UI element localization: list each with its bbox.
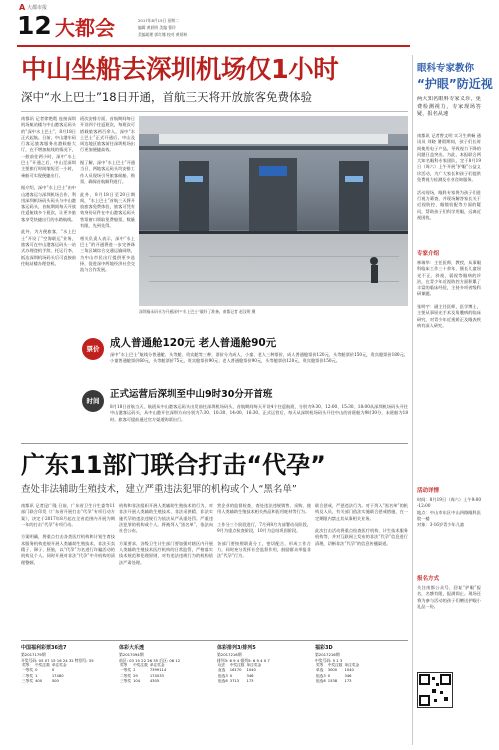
logo-letter: A [19, 3, 26, 12]
time-badge-label: 时间 [86, 397, 100, 405]
story2-subhead: 查处非法辅助生殖技术，建立严重违法犯罪的机构或个人“黑名单” [21, 484, 297, 495]
lottery-table [217, 663, 262, 684]
time-body: 8月18日首航当天，航班从中山港客运码头出发前往深圳机场码头，首航期间每天开设4个往返航班，分别为9:30、12:00、15:30、18:00从深圳机场码头开往中山港客运码头，从中山港开往深圳方向分别为7:30、10:30、14:00、16:30。正式运营后，每天从深圳机场码头开往中山的首班船为9时30分，末班船为18时。旅客可提前通过官方渠道购票出行。 [110, 404, 408, 422]
table-row: 奖等 中奖注数 单注奖金 [22, 663, 67, 668]
terminal-photo [139, 116, 408, 306]
lottery-title: 福彩3D [315, 645, 333, 651]
story1-headline: 中山坐船去深圳机场仅1小时 [21, 55, 339, 85]
table-row: 组选6 1538 173 [316, 679, 352, 684]
table-row: 二等奖 1 17480 [22, 673, 64, 678]
table-row: 直选 16170 1040 [218, 668, 256, 673]
fare-body: 深中“水上巴士”航线分普通舱、头等舱、贵宾舱等三种，票价分为成人、小童、老人三种票价，成人普通舱票价120元，头等舱票价150元，贵宾舱票价180元；小童普通舱票价60元，头等舱票价75元，贵宾舱票价90元；老人普通舱票价90元，头等舱票价120元，贵宾舱票价150元。 [110, 352, 408, 364]
sidebar-body: 南都讯 记者曾文明 实习生黄畅 通讯员 刘晓 暑假期间，孩子们长时间使用电子产品，导致视力下降的问题日益突出。为此，本报联合两大知名眼科专家团队，定于8月19日（周六）上午开展“护眼”公益义诊活动，为广大家长和孩子们提供免费视力检测及专业咨询服务。 活动现场，眼科专家将为孩子们进行视力筛查，并现场解答家长关于近视防控、眼镜验配等方面的疑问，帮助孩子们科学用眼，远离近视困扰。 [417, 133, 481, 220]
lottery-numbers: 排列3: 6 9 4 排列5: 6 9 4 0 7 [217, 657, 270, 663]
section-name: 大都会 [55, 16, 115, 40]
lottery-title: 体彩大乐透 [119, 645, 145, 651]
story2-body-col4: 联合惩戒，严惩违法行为。对于列入“黑名单”的机构及人员，有关部门依法实施联合惩戒措施，在一定期限内禁止其从事相关业务。 此次打击活动将重点检查医疗机构、计生技术服务机构等，并对互联网上发布的非法“代孕”信息进行清理，切断非法“代孕”的信息传播渠道。 [315, 503, 408, 546]
photo-caption: 深圳福永码头为开通深中“水上巴士”做好了准备。南都记者 赵汉明 摄 [139, 309, 256, 314]
table-row: 单选 3000 1040 [316, 668, 354, 673]
lottery-table [21, 663, 68, 684]
table-row: 玩法 中奖注数 单注奖金 [218, 663, 262, 668]
experts-title: 专家介绍 [417, 251, 440, 257]
story2-body-col2: 机构和非法组织开展人类辅助生殖技术的行为，对非法开展人类辅助生殖技术、非法采供精、非法实施代孕的违法违规行为依法从严从重处罚。严重违法犯罪的机构或个人，将被列入“黑名单”，依法向社会公布。 方案要求，各级卫生计生部门要加强对辖区内开展人类辅助生殖技术医疗机构的日常监管，严格落实技术规范和伦理原则，对有违法违规行为的机构依法严肃处理。 [119, 503, 213, 565]
lottery-box-4 [315, 644, 408, 684]
fare-badge-label: 票价 [86, 345, 100, 353]
lottery-table [315, 663, 360, 684]
table-row: 三等奖 400 500 [22, 679, 59, 684]
time-title: 正式运营后深圳至中山9时30分开首班 [110, 389, 273, 400]
sidebar-subhead: 两大知名眼科专家义诊，免费检测视力，专家现场答疑，报名从速 [417, 96, 481, 117]
lottery-numbers: 前区: 03 15 22 26 35 后区: 06 12 [119, 657, 181, 663]
table-row: 组选6 3713 173 [218, 679, 254, 684]
lottery-numbers: 中奖号码: 5 1 3 [315, 657, 343, 663]
fare-badge [82, 338, 104, 360]
table-row: 奖等 中奖注数 单注奖金 [120, 663, 165, 668]
sidebar-headline: “护眼”防近视 [417, 77, 493, 91]
sidebar-kicker: 眼科专家教你 [417, 63, 475, 74]
table-row: 二等奖 29 174533 [120, 673, 164, 678]
table-row: 组选3 0 346 [316, 673, 352, 678]
lottery-title: 体彩排列3/排列5 [217, 645, 256, 651]
story1-subhead: 深中“水上巴士”18日开通，首航三天将开放旅客免费体验 [21, 90, 313, 104]
activity-title: 活动详情 [417, 488, 440, 494]
table-row: 组选3 0 346 [218, 673, 254, 678]
qr-code-icon [417, 672, 453, 708]
signup-body: 关注南都公众号，回复“护眼”报名，名额有限，报满即止。现场还将为参与活动的孩子们赠送护眼小礼品一份。 [417, 585, 481, 609]
lottery-issue: 第2017216期 [217, 652, 242, 657]
signup-title: 报名方式 [417, 576, 440, 582]
lottery-issue: 第2017216期 [315, 652, 340, 657]
lottery-table [119, 663, 167, 684]
activity-body: 时间：8月19日（周六）上午9:00-12:00 地点：中山市东区中山四路眼科医院一楼 对象：3-16岁青少年儿童 [417, 497, 481, 528]
lottery-box-2 [119, 644, 213, 684]
table-row: 奖等 中奖注数 单注奖金 [316, 663, 360, 668]
lottery-issue: 第2017094期 [119, 652, 144, 657]
table-row: 一等奖 0 0 [22, 668, 55, 673]
lottery-box-1 [21, 644, 115, 684]
lottery-numbers: 开奖号码: 05 07 15 16 24 32 特别号: 35 [21, 657, 94, 663]
lottery-title: 中国福利彩票36选7 [21, 645, 67, 651]
story1-body-col2: 班次安排方面，首航期间每日开设四个往返班次，每班次可搭载旅客两百余人。深中“水上巴士”正式开通后，中山及周边地区旅客前往深圳机场出行更加便捷高效。 据了解，深中“水上巴士”开通当日，两地客运码头均安排工作人员现场引导旅客候船、购票，确保首航顺利进行。 此外，8月18日至20日期间，“水上巴士”首航三天将开放旅客免费体验，旅客可凭有效身份证件在中山港客运码头售票窗口领取免费船票，数量有限，先到先得。 相关负责人表示，深中“水上巴士”的开通将进一步完善珠三角区域综合交通运输网络，为中山市民出行提供更多选择，促进深中两地经济社会交流与合作发展。 [80, 116, 135, 273]
story1-body-col1: 南都讯 记者徐艳霞 连接深圳机场航站楼与中山港客运码头的“深中水上巴士”，8月18日正式起航。日前，中山港车码行客运旅客服务出港候船大厅，在不增加航线的情况下，一般前往两小时，深中“水上巴士”开通之后，中山至深圳主要旅行时间缩短至一小时，乘船可实现便捷出行。 据介绍，深中“水上巴士”由中山港客运与深圳机场合作，利用深圳机场码头码头与中山港客运码头，首航期间每天开放往返航线多个班次，让更多旅客享受快捷出行的水路航线。 此外，为方便旅客，“水上巴士”开设了“空海联运”业务，旅客可在中山港客运码头一站式办理登机手续、托运行李，抵达深圳机场码头后可直接前往航站楼办理登机。 [21, 116, 76, 266]
lottery-issue: 第2017179期 [21, 652, 46, 657]
date-line: 2017年8月15日 星期二 [138, 18, 179, 23]
fare-title: 成人普通舱120元 老人普通舱90元 [110, 337, 277, 349]
lottery-strip [21, 644, 408, 744]
proof-line: 美编助理 郭红娜 校对 黄炳林 [138, 32, 188, 37]
page-number: 12 [17, 11, 52, 40]
table-row: 三等奖 104 4305 [120, 679, 160, 684]
editor-line: 编辑 黄跃明 美编 曹玲 [138, 25, 176, 30]
lottery-box-3 [217, 644, 311, 684]
story2-headline: 广东11部门联合打击“代孕” [21, 451, 326, 479]
story2-body-col1: 南都讯 记者昆广隆 日前，广东省卫生计生委等11部门联合印发《广东省开展打击“代孕”专项行动方案》，决定于2017年8月起在全省范围内开展为期一年的打击“代孕”专项行动。 方案明确，将重点打击各类医疗机构和计划生育技术服务机构违规开展人类辅助生殖技术，非法买卖精子、卵子、胚胎，以“代孕”为名进行诈骗活动的机构及个人。同时开展对非法“代孕”中介机构的清理整顿。 [21, 503, 115, 565]
story2-body-col3: 营企业的监督检查，查处违法违规销售、采购、使用人类辅助生殖技术相关药品和医用耗材等行为。 工作分三个阶段进行，7月到8月为部署动员阶段，9月为重点检查阶段，10月为总结巩固阶段。 各部门要按照职责分工，密切配合，形成工作合力，同时充分发挥社会监督作用，鼓励群众举报非法“代孕”行为。 [217, 503, 311, 559]
experts-body: 林瑞华：主任医师，教授，从事眼科临床工作三十余年，擅长儿童屈光不正、斜视、弱视等眼病的诊治，在青少年近视防控方面积累了丰富的临床经验，主持多项省级科研课题。 张明宇：副主任医师，医学博士，主要从事屈光手术及角膜病的临床研究，对青少年近视矫正及眼表疾病有深入研究。 [417, 260, 481, 328]
masthead-rule [17, 45, 410, 47]
logo-caption: 大都市报 [27, 5, 48, 11]
time-badge [82, 390, 104, 412]
table-row: 一等奖 2 7399114 [120, 668, 167, 673]
